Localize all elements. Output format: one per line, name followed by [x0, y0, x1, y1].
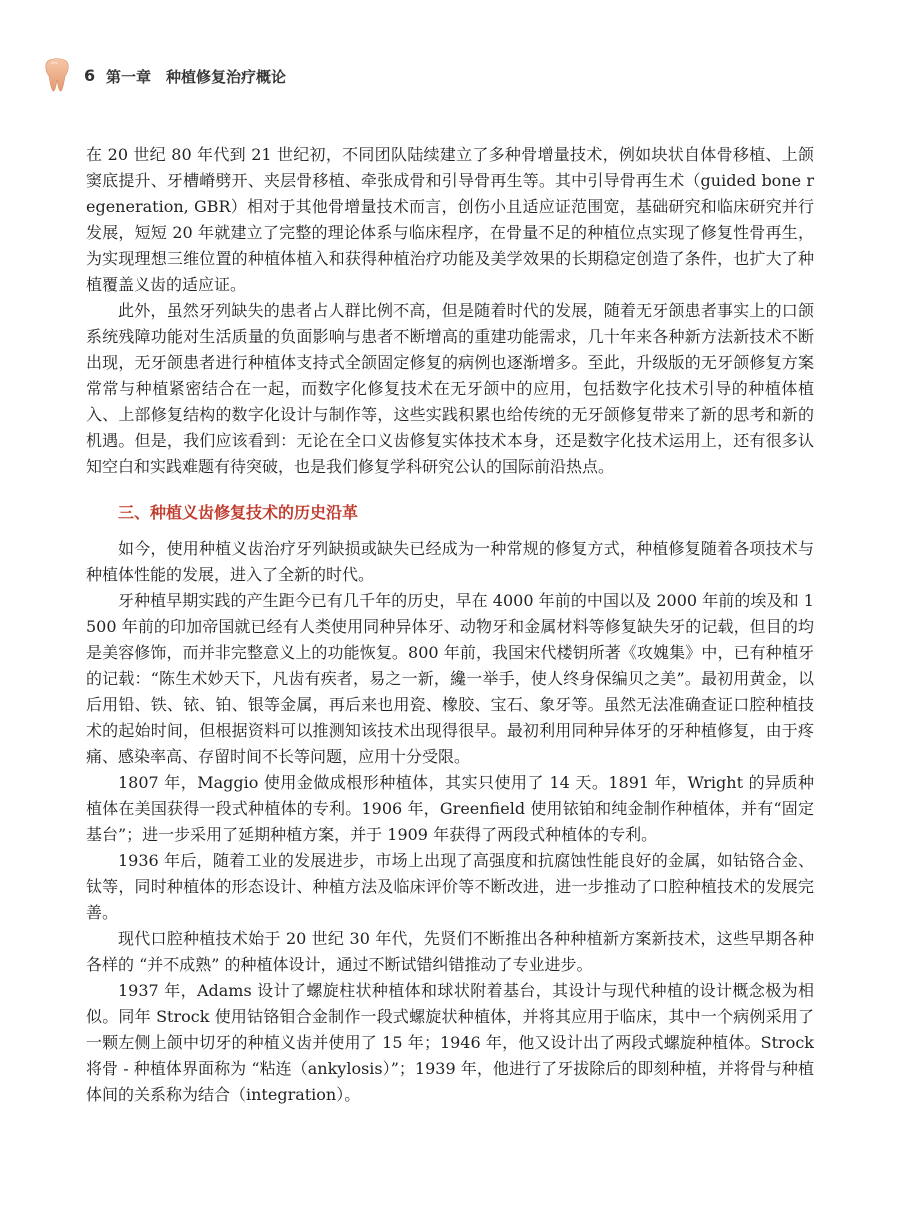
paragraph: 现代口腔种植技术始于 20 世纪 30 年代，先贤们不断推出各种种植新方案新技术，这些早期各种各样的 “并不成熟” 的种植体设计，通过不断试错纠错推动了专业进步。 [86, 929, 814, 974]
paragraph: 1936 年后，随着工业的发展进步，市场上出现了高强度和抗腐蚀性能良好的金属，如钴铬合金、钛等，同时种植体的形态设计、种植方法及临床评价等不断改进，进一步推动了口腔种植技术的发展完善。 [86, 851, 814, 922]
tooth-icon [44, 58, 70, 92]
paragraph: 此外，虽然牙列缺失的患者占人群比例不高，但是随着时代的发展，随着无牙颌患者事实上的口颌系统残障功能对生活质量的负面影响与患者不断增高的重建功能需求，几十年来各种新方法新技术不断出现，无牙颌患者进行种植体支持式全颌固定修复的病例也逐渐增多。至此，升级版的无牙颌修复方案常常与种植紧密结合在一起，而数字化修复技术在无牙颌中的应用，包括数字化技术引导的种植体植入、上部修复结构的数字化设计与制作等，这些实践积累也给传统的无牙颌修复带来了新的思考和新的机遇。但是，我们应该看到：无论在全口义齿修复实体技术本身，还是数字化技术运用上，还有很多认知空白和实践难题有待突破，也是我们修复学科研究公认的国际前沿热点。 [86, 301, 814, 476]
paragraph: 1937 年，Adams 设计了螺旋柱状种植体和球状附着基台，其设计与现代种植的设计概念极为相似。同年 Strock 使用钴铬钼合金制作一段式螺旋状种植体，并将其应用于临床，其中一个病例采用了一颗左侧上颌中切牙的种植义齿并使用了 15 年；1946 年，他又设计出了两段式螺旋种植体。Strock 将骨 - 种植体界面称为 “粘连（ankylosis）”；1939 年，他进行了牙拔除后的即刻种植，并将骨与种植体间的关系称为结合（integration）。 [86, 981, 814, 1104]
body-text [86, 142, 814, 1108]
section-heading: 三、种植义齿修复技术的历史沿革 [118, 503, 359, 522]
chapter-title: 第一章 种植修复治疗概论 [106, 68, 287, 86]
paragraph: 牙种植早期实践的产生距今已有几千年的历史，早在 4000 年前的中国以及 2000 年前的埃及和 1500 年前的印加帝国就已经有人类使用同种异体牙、动物牙和金属材料等修复缺失牙的记载，但目的均是美容修饰，而并非完整意义上的功能恢复。800 年前，我国宋代楼钥所著《攻媿集》中，已有种植牙的记载：“陈生术妙天下，凡齿有疾者，易之一新，纔一举手，使人终身保编贝之美”。最初用黄金，以后用铅、铁、铱、铂、银等金属，再后来也用瓷、橡胶、宝石、象牙等。虽然无法准确查证口腔种植技术的起始时间，但根据资料可以推测知该技术出现得很早。最初利用同种异体牙的牙种植修复，由于疼痛、感染率高、存留时间不长等问题，应用十分受限。 [86, 591, 814, 766]
page-number: 6 [84, 66, 96, 85]
paragraph: 在 20 世纪 80 年代到 21 世纪初，不同团队陆续建立了多种骨增量技术，例如块状自体骨移植、上颌窦底提升、牙槽嵴劈开、夹层骨移植、牵张成骨和引导骨再生等。其中引导骨再生术（guided bone regeneration, GBR）相对于其他骨增量技术而言，创伤小且适应证范围宽，基础研究和临床研究并行发展，短短 20 年就建立了完整的理论体系与临床程序，在骨量不足的种植位点实现了修复性骨再生，为实现理想三维位置的种植体植入和获得种植治疗功能及美学效果的长期稳定创造了条件，也扩大了种植覆盖义齿的适应证。 [86, 145, 814, 294]
paragraph: 1807 年，Maggio 使用金做成根形种植体，其实只使用了 14 天。1891 年，Wright 的异质种植体在美国获得一段式种植体的专利。1906 年，Greenfield 使用铱铂和纯金制作种植体，并有“固定基台”；进一步采用了延期种植方案，并于 1909 年获得了两段式种植体的专利。 [86, 773, 814, 844]
page-header [0, 0, 900, 105]
paragraph: 如今，使用种植义齿治疗牙列缺损或缺失已经成为一种常规的修复方式，种植修复随着各项技术与种植体性能的发展，进入了全新的时代。 [86, 539, 814, 584]
